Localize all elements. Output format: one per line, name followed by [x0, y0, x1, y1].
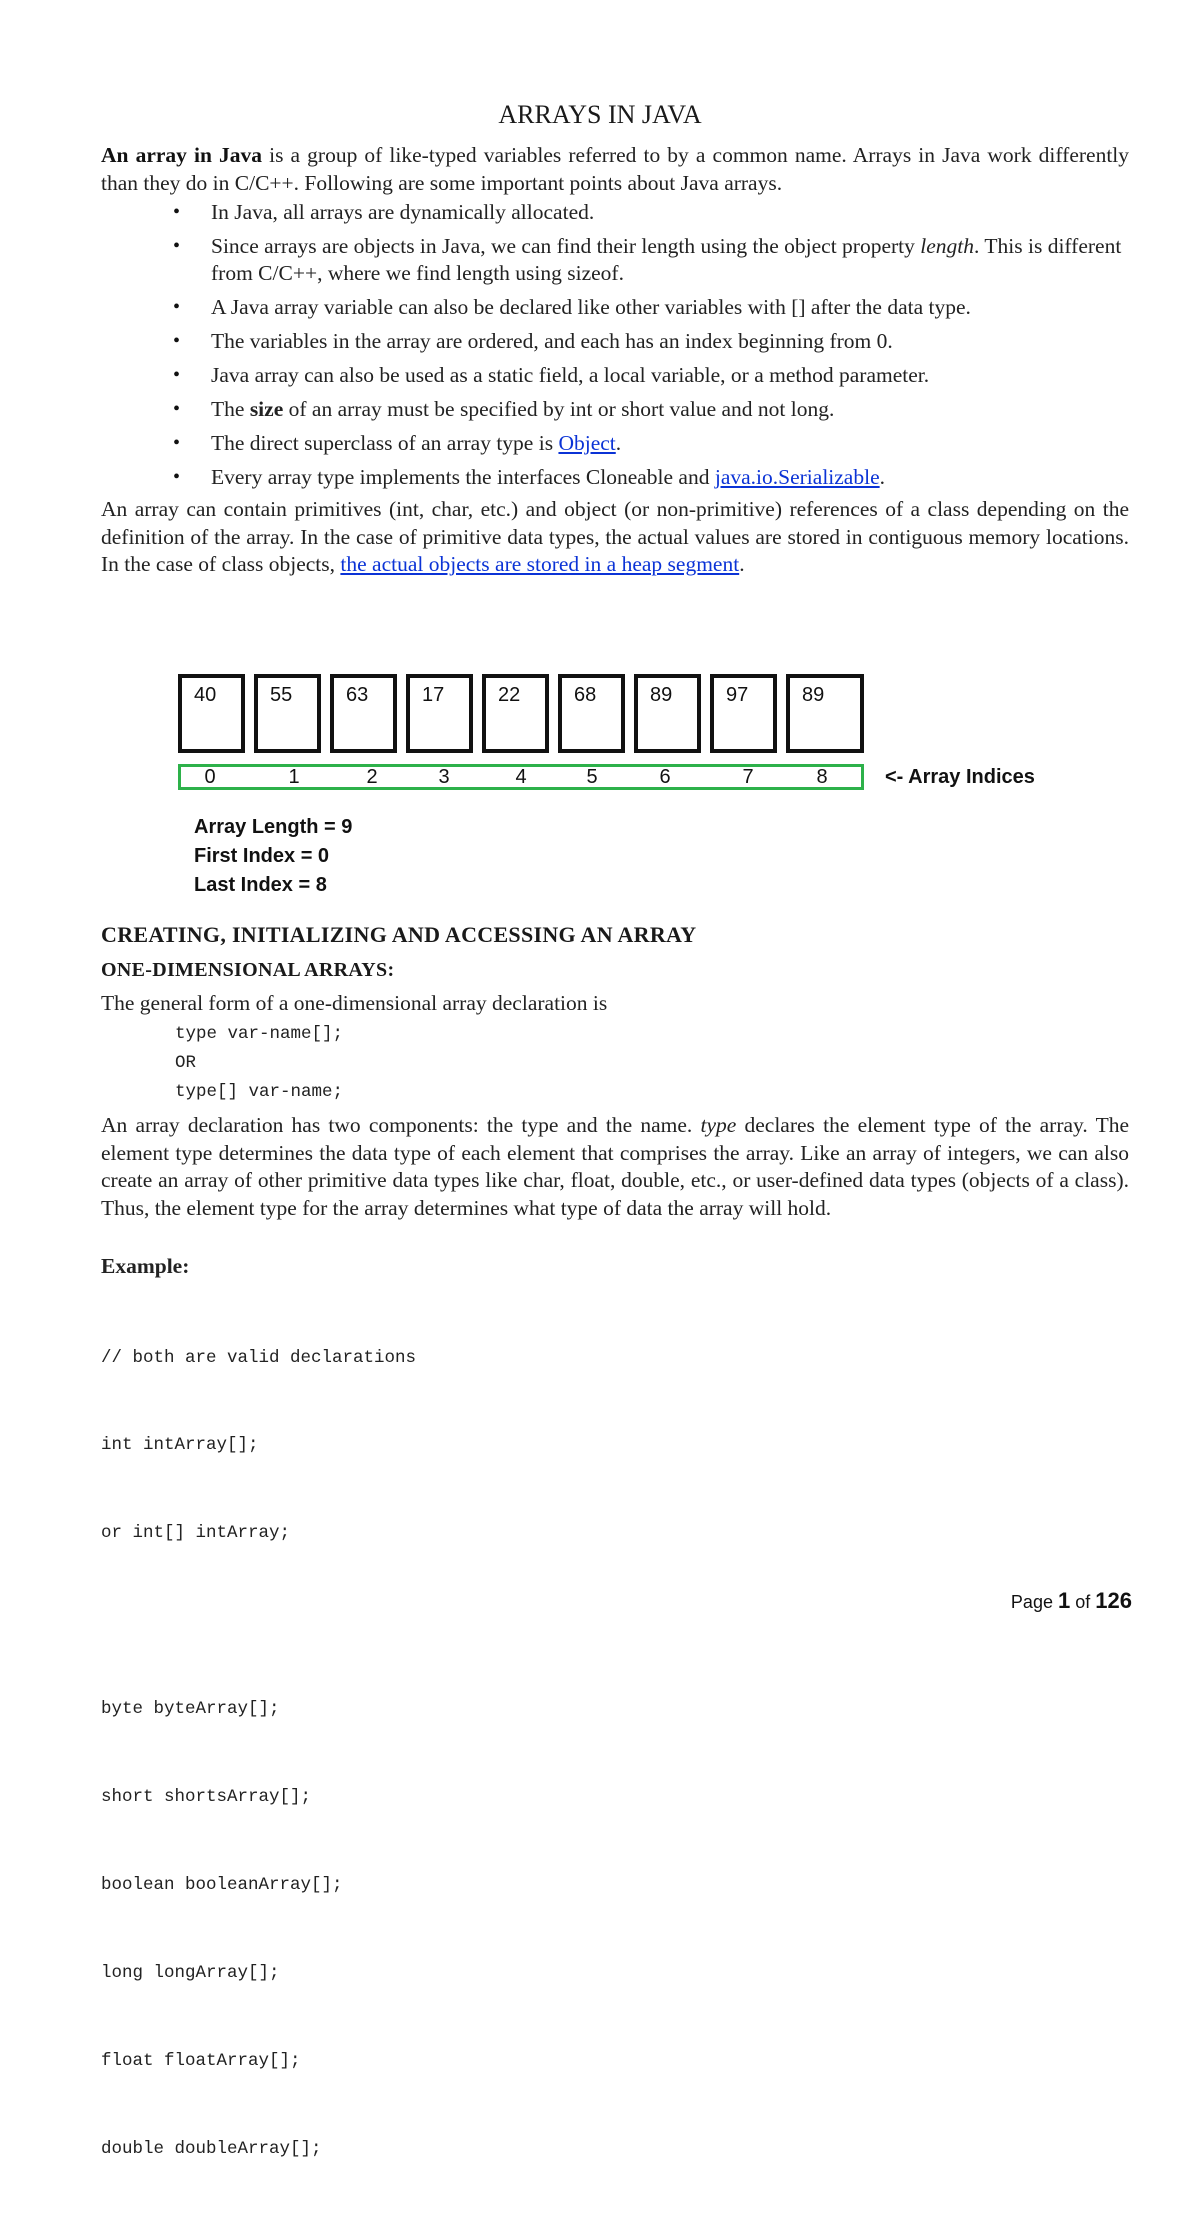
list-item [101, 396, 1129, 423]
list-item-text: The [211, 397, 250, 421]
code-line: // both are valid declarations [101, 1347, 417, 1368]
list-item-text: . [879, 465, 885, 489]
array-cell [482, 674, 549, 753]
declaration-1: type var-name[]; [175, 1024, 344, 1044]
bullet-list [101, 199, 1129, 498]
total-pages: 126 [1095, 1588, 1132, 1613]
array-cell [558, 674, 625, 753]
code-line: int intArray[]; [101, 1435, 259, 1456]
current-page: 1 [1057, 1588, 1071, 1613]
last-index-label: Last Index = 8 [194, 874, 327, 896]
page-number [1011, 1588, 1132, 1614]
first-index-label: First Index = 0 [194, 845, 330, 867]
intro-bold-term: An array in Java [101, 143, 263, 167]
code-line: double doubleArray[]; [101, 2138, 322, 2159]
serializable-link[interactable]: java.io.Serializable [714, 465, 880, 489]
declaration-2: type[] var-name; [175, 1082, 344, 1102]
bold-term: size [249, 397, 284, 421]
array-cell [786, 674, 864, 753]
list-item-text: In Java, all arrays are dynamically allocated. [211, 200, 595, 224]
paragraph-text: An array declaration has two components: the type and the name. [101, 1113, 701, 1137]
array-length-label: Array Length = 9 [194, 816, 353, 838]
index-label: 6 [659, 766, 671, 788]
cell-value: 55 [270, 684, 293, 706]
italic-term: length [920, 234, 975, 258]
list-item-text: Every array type implements the interfaces Cloneable and [211, 465, 715, 489]
list-item [101, 362, 1129, 389]
cell-value: 40 [194, 684, 217, 706]
list-item-text: . [615, 431, 622, 455]
code-block [101, 1285, 416, 2223]
indices-annotation: <- Array Indices [885, 766, 1035, 788]
object-link[interactable]: Object [558, 431, 616, 455]
code-line: boolean booleanArray[]; [101, 1874, 343, 1895]
index-label: 2 [366, 766, 378, 788]
paragraph-text: declares the element type of the array. The element type determines the data type of each element that comprises the array. Like an array of integers, we can also create an array of other primitive data types like char, float, double, etc., or user-defined data types (objects of a class). Thus, the element type for the array determines what type of data the array will hold. [101, 1113, 1129, 1220]
cell-value: 63 [346, 684, 369, 706]
cell-value: 89 [802, 684, 825, 706]
cell-value: 17 [422, 684, 445, 706]
cell-value: 22 [498, 684, 521, 706]
list-item-text: A Java array variable can also be declared like other variables with [] after the data type. [211, 295, 971, 319]
list-item-text: of an array must be specified by int or short value and not long. [283, 397, 835, 421]
list-item-text: Since arrays are objects in Java, we can find their length using the object property [211, 234, 921, 258]
array-cell [254, 674, 321, 753]
code-line: long longArray[]; [101, 1962, 280, 1983]
code-line: or int[] intArray; [101, 1523, 291, 1544]
cell-value: 89 [650, 684, 673, 706]
array-cell [710, 674, 777, 753]
cell-value: 97 [726, 684, 749, 706]
explanation-paragraph [101, 1112, 1129, 1222]
list-item-text: . This is different from C/C++, where we find length using sizeof. [211, 234, 1122, 285]
list-item-text: The variables in the array are ordered, and each has an index beginning from 0. [211, 329, 893, 353]
page-word: Page [1010, 1592, 1053, 1612]
index-label: 8 [816, 766, 828, 788]
list-item [101, 294, 1129, 321]
index-label: 4 [515, 766, 527, 788]
declaration-or: OR [175, 1053, 197, 1073]
list-item [101, 199, 1129, 226]
paragraph-text: An array can contain primitives (int, char, etc.) and object (or non-primitive) references of a class depending on the definition of the array. In the case of primitive data types, the actual values are stored in contiguous memory locations. In the case of class objects, [101, 497, 1129, 576]
page-title: ARRAYS IN JAVA [498, 100, 702, 129]
list-item [101, 430, 1129, 457]
array-cell [634, 674, 701, 753]
index-label: 1 [288, 766, 300, 788]
index-label: 5 [586, 766, 598, 788]
primitives-paragraph [101, 496, 1129, 579]
code-line: byte byteArray[]; [101, 1699, 280, 1720]
of-word: of [1075, 1592, 1091, 1612]
index-label: 3 [438, 766, 450, 788]
section-heading: CREATING, INITIALIZING AND ACCESSING AN ARRAY [101, 922, 697, 947]
intro-text: is a group of like-typed variables referred to by a common name. Arrays in Java work differently than they do in C/C++. Following are some important points about Java arrays. [101, 143, 1130, 195]
code-line: short shortsArray[]; [101, 1787, 312, 1808]
list-item-text: Java array can also be used as a static field, a local variable, or a method parameter. [211, 363, 930, 387]
array-cell [406, 674, 473, 753]
general-form-text: The general form of a one-dimensional array declaration is [101, 991, 608, 1015]
italic-term: type [700, 1113, 737, 1137]
list-item-text: The direct superclass of an array type is [211, 431, 559, 455]
example-label: Example: [101, 1254, 190, 1278]
intro-paragraph [101, 142, 1129, 197]
cell-value: 68 [574, 684, 597, 706]
heap-segment-link[interactable]: the actual objects are stored in a heap segment [340, 552, 740, 576]
list-item [101, 233, 1129, 287]
array-cell [330, 674, 397, 753]
index-label: 7 [742, 766, 754, 788]
code-line: float floatArray[]; [101, 2050, 301, 2071]
index-label: 0 [204, 766, 216, 788]
code-line [101, 1607, 416, 1636]
paragraph-text: . [739, 552, 745, 576]
array-cell [178, 674, 245, 753]
list-item [101, 328, 1129, 355]
subsection-heading: ONE-DIMENSIONAL ARRAYS: [101, 959, 395, 981]
list-item [101, 464, 1129, 491]
